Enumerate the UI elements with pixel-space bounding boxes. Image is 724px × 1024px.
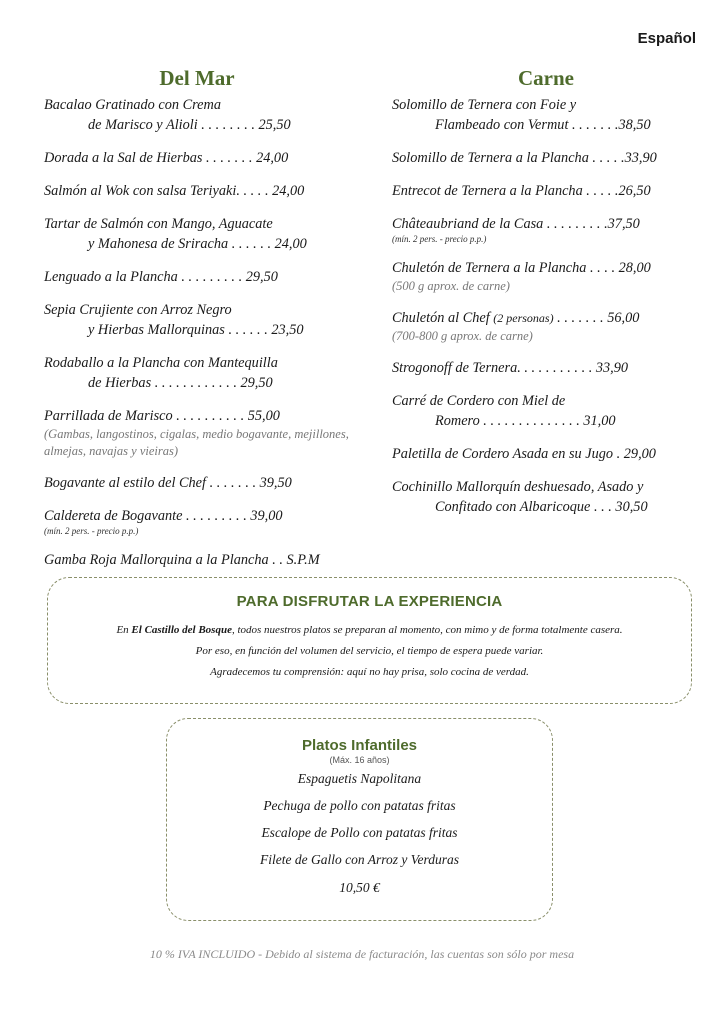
menu-item (44, 473, 350, 493)
menu-item (44, 267, 350, 287)
menu-item (392, 391, 700, 431)
menu-item (392, 148, 700, 168)
item-name: Lenguado a la Plancha . . . . . . . . . 29,50 (44, 269, 278, 285)
kids-menu-title: Platos Infantiles (301, 737, 418, 754)
experience-text: , todos nuestros platos se preparan al momento, con mimo y de forma totalmente casera. (231, 624, 623, 636)
menu-item (392, 95, 700, 135)
experience-title: PARA DISFRUTAR LA EXPERIENCIA (236, 593, 503, 610)
item-price: . . . . . . . 56,00 (553, 310, 640, 326)
item-price-line: y Hierbas Mallorquinas . . . . . . 23,50 (88, 322, 304, 338)
item-note: (mín. 2 pers. - precio p.p.) (392, 234, 487, 244)
menu-item (44, 406, 350, 460)
item-price-line: de Marisco y Alioli . . . . . . . . 25,50 (88, 117, 291, 133)
menu-item (392, 258, 700, 295)
item-name: Carré de Cordero con Miel de (392, 393, 566, 409)
menu-item (44, 506, 350, 537)
kids-menu-item: Espaguetis Napolitana (297, 771, 422, 786)
item-price-line: Romero . . . . . . . . . . . . . . 31,00 (435, 413, 616, 429)
item-name: Caldereta de Bogavante . . . . . . . . . 39,00 (44, 508, 283, 524)
item-name: Tartar de Salmón con Mango, Aguacate (44, 216, 273, 232)
menu-item (44, 550, 350, 570)
item-name: Cochinillo Mallorquín deshuesado, Asado y (392, 479, 644, 495)
del-mar-title: Del Mar (159, 66, 235, 90)
item-name: Gamba Roja Mallorquina a la Plancha . . S.P.M (44, 552, 320, 568)
kids-menu-item: Filete de Gallo con Arroz y Verduras (260, 852, 459, 867)
item-name: Châteaubriand de la Casa . . . . . . . . .37,50 (392, 216, 640, 232)
item-note: (700-800 g aprox. de carne) (392, 329, 533, 343)
menu-item (44, 181, 350, 201)
carne-title: Carne (518, 66, 574, 90)
menu-item (392, 477, 700, 517)
experience-box (47, 577, 692, 704)
item-name-small: (2 personas) (493, 311, 554, 325)
experience-line-3: Agradecemos tu comprensión: aquí no hay prisa, solo cocina de verdad. (210, 666, 529, 678)
menu-item (44, 95, 350, 135)
menu-item (392, 358, 700, 378)
menu-item (44, 148, 350, 168)
experience-line-1 (48, 624, 691, 636)
item-name: Paletilla de Cordero Asada en su Jugo . 29,00 (392, 446, 656, 462)
menu-item (392, 308, 700, 345)
menu-item (44, 353, 350, 393)
item-note: (mín. 2 pers. - precio p.p.) (44, 526, 139, 536)
kids-menu-box (166, 718, 553, 921)
item-name: Bacalao Gratinado con Crema (44, 97, 221, 113)
item-note: (Gambas, langostinos, cigalas, medio bogavante, mejillones, almejas, navajas y vieiras) (44, 427, 349, 458)
del-mar-section (44, 66, 350, 583)
item-note: (500 g aprox. de carne) (392, 279, 510, 293)
item-name: Solomillo de Ternera con Foie y (392, 97, 577, 113)
carne-section (392, 66, 700, 530)
item-name: Chuletón de Ternera a la Plancha . . . . 28,00 (392, 260, 651, 276)
kids-menu-item: Pechuga de pollo con patatas fritas (263, 798, 456, 813)
item-price-line: Flambeado con Vermut . . . . . . .38,50 (435, 117, 651, 133)
experience-text: En (116, 624, 132, 636)
item-name: Solomillo de Ternera a la Plancha . . . . .33,90 (392, 150, 657, 166)
menu-item (392, 214, 700, 245)
item-name (392, 308, 700, 328)
item-name: Entrecot de Ternera a la Plancha . . . . .26,50 (392, 183, 651, 199)
menu-item (392, 181, 700, 201)
item-name: Parrillada de Marisco . . . . . . . . . . 55,00 (44, 408, 280, 424)
item-name: Bogavante al estilo del Chef . . . . . . . 39,50 (44, 475, 292, 491)
experience-line-2: Por eso, en función del volumen del servicio, el tiempo de espera puede variar. (195, 645, 544, 657)
item-name: Sepia Crujiente con Arroz Negro (44, 302, 232, 318)
restaurant-name: El Castillo del Bosque (131, 624, 232, 636)
item-name: Salmón al Wok con salsa Teriyaki. . . . . 24,00 (44, 183, 305, 199)
item-name: Rodaballo a la Plancha con Mantequilla (44, 355, 278, 371)
kids-menu-price: 10,50 € (339, 880, 380, 895)
item-name-main: Chuletón al Chef (392, 310, 494, 326)
kids-menu-item: Escalope de Pollo con patatas fritas (261, 825, 458, 840)
item-price-line: Confitado con Albaricoque . . . 30,50 (435, 499, 648, 515)
item-price-line: y Mahonesa de Sriracha . . . . . . 24,00 (88, 236, 307, 252)
language-label: Español (637, 30, 696, 47)
menu-item (44, 214, 350, 254)
item-name: Strogonoff de Ternera. . . . . . . . . . . 33,90 (392, 360, 629, 376)
item-name: Dorada a la Sal de Hierbas . . . . . . . 24,00 (44, 150, 289, 166)
item-price-line: de Hierbas . . . . . . . . . . . . 29,50 (88, 375, 273, 391)
footer-note: 10 % IVA INCLUIDO - Debido al sistema de facturación, las cuentas son sólo por mesa (149, 947, 575, 961)
menu-item (392, 444, 700, 464)
menu-item (44, 300, 350, 340)
kids-menu-subtitle: (Máx. 16 años) (329, 755, 390, 765)
